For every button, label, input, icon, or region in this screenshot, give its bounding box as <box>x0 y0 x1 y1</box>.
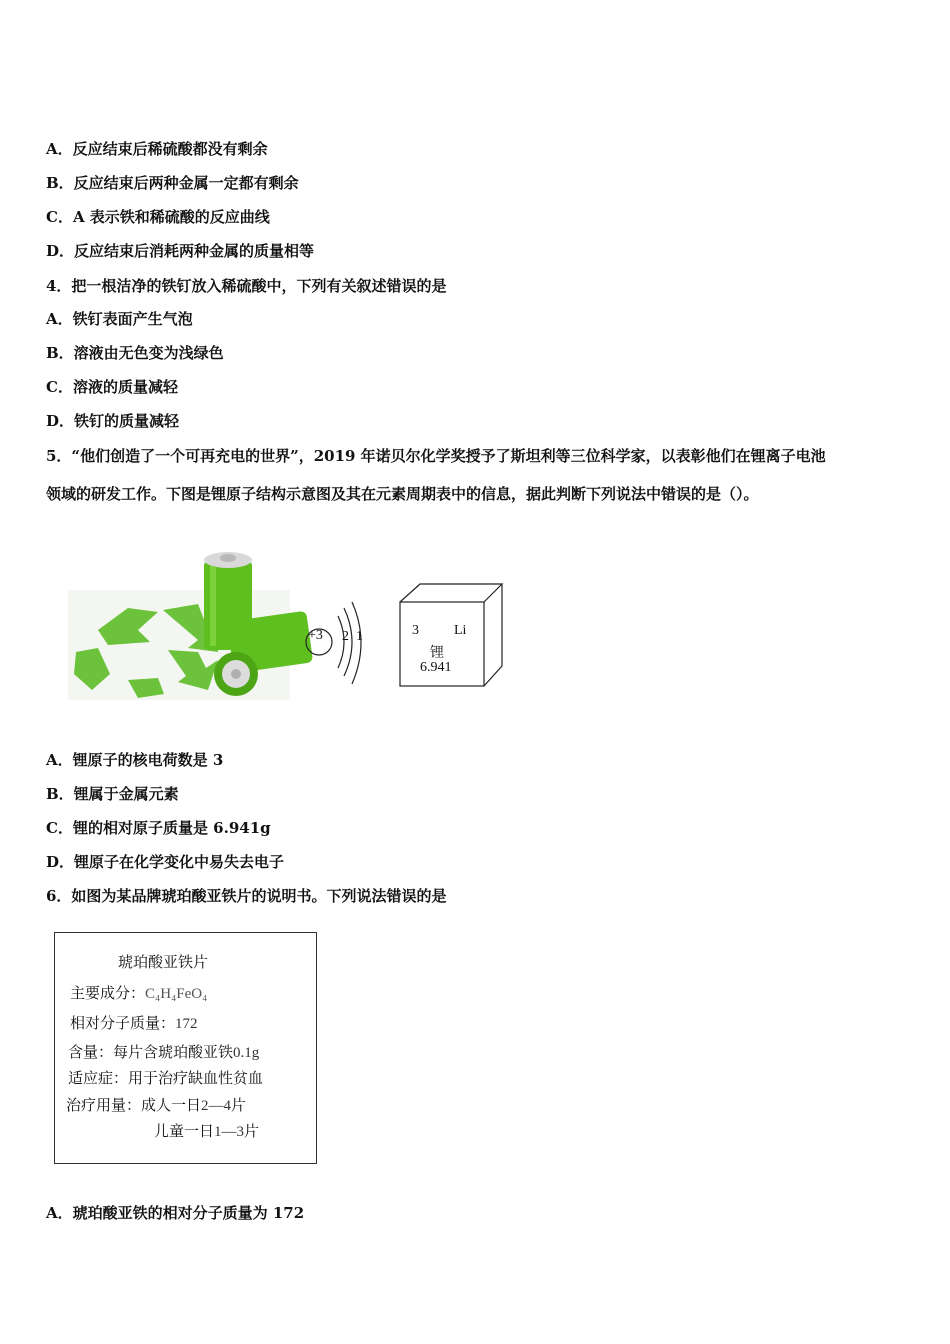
label-dose-adult-value: 2—4 <box>201 1098 232 1114</box>
q5-stem-line1: 5．“他们创造了一个可再充电的世界”，2019 年诺贝尔化学奖授予了斯坦利等三位科学家，以表彰他们在锂离子电池 <box>46 447 826 465</box>
label-ingredient-key: 主要成分： <box>70 984 146 1002</box>
element-symbol: Li <box>454 623 467 638</box>
label-dose-unit2: 片 <box>244 1122 260 1140</box>
medicine-label <box>54 932 317 1164</box>
label-mw-key: 相对分子质量： <box>70 1014 176 1032</box>
element-name: 锂 <box>430 645 444 661</box>
atom-shell2-count: 1 <box>356 629 363 644</box>
q5-option-b: B．锂属于金属元素 <box>46 785 179 803</box>
lithium-figure <box>66 540 516 705</box>
q5-stem-line2: 领域的研发工作。下图是锂原子结构示意图及其在元素周期表中的信息，据此判断下列说法中错误的是（）。 <box>46 485 759 503</box>
atomic-mass: 6.941 <box>420 660 452 675</box>
label-content-key: 含量：每片含琥珀酸亚铁 <box>68 1043 234 1061</box>
atom-nucleus-charge: +3 <box>308 628 323 643</box>
label-dose-child-value: 1—3 <box>214 1124 245 1140</box>
label-ingredient-value: C₄H₄FeO₄ <box>145 986 208 1002</box>
label-dose-child <box>154 1120 259 1141</box>
q6-stem: 6．如图为某品牌琥珀酸亚铁片的说明书。下列说法错误的是 <box>46 887 447 905</box>
label-mw-value: 172 <box>175 1016 198 1032</box>
atom-shell1-count: 2 <box>342 629 349 644</box>
label-title: 琥珀酸亚铁片 <box>118 953 209 971</box>
label-dose-adult <box>66 1094 246 1115</box>
q4-stem: 4．把一根洁净的铁钉放入稀硫酸中，下列有关叙述错误的是 <box>46 277 447 295</box>
label-dose-child-key: 儿童一日 <box>154 1122 215 1140</box>
label-indication: 适应症：用于治疗缺血性贫血 <box>68 1069 264 1087</box>
q3-option-b: B．反应结束后两种金属一定都有剩余 <box>46 174 299 192</box>
q3-option-a: A．反应结束后稀硫酸都没有剩余 <box>46 140 268 158</box>
q4-option-b: B．溶液由无色变为浅绿色 <box>46 344 224 362</box>
label-content <box>68 1041 259 1062</box>
battery-icon <box>196 546 316 701</box>
label-molecular-weight <box>70 1012 198 1033</box>
q4-option-a: A．铁钉表面产生气泡 <box>46 310 193 328</box>
q4-option-d: D．铁钉的质量减轻 <box>46 412 180 430</box>
label-dose-key: 治疗用量：成人一日 <box>66 1096 202 1114</box>
label-dose-unit1: 片 <box>231 1096 247 1114</box>
q4-option-c: C．溶液的质量减轻 <box>46 378 178 396</box>
q3-option-c: C．A 表示铁和稀硫酸的反应曲线 <box>46 208 270 226</box>
q6-option-a: A．琥珀酸亚铁的相对分子质量为 172 <box>46 1204 305 1222</box>
atomic-number: 3 <box>412 623 419 638</box>
q5-option-a: A．锂原子的核电荷数是 3 <box>46 751 224 769</box>
q5-option-c: C．锂的相对原子质量是 6.941g <box>46 819 271 837</box>
label-content-value: 0.1g <box>233 1045 260 1061</box>
q3-option-d: D．反应结束后消耗两种金属的质量相等 <box>46 242 315 260</box>
q5-option-d: D．锂原子在化学变化中易失去电子 <box>46 853 285 871</box>
label-ingredient <box>70 982 207 1003</box>
